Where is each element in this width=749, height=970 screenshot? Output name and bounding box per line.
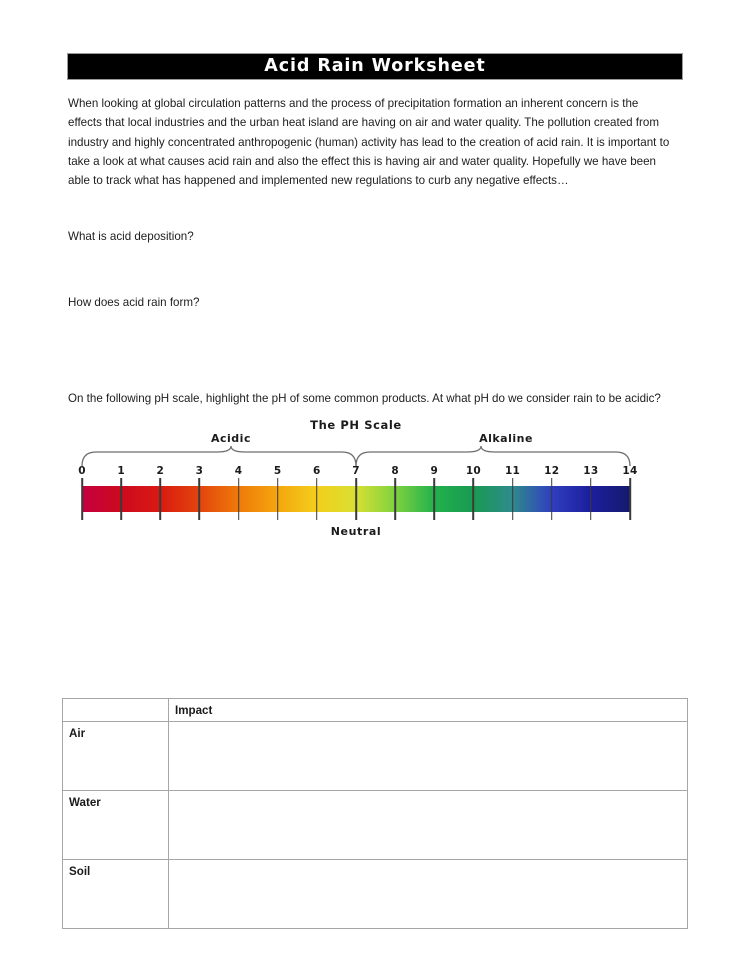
ph-tick-mark-5 xyxy=(277,478,279,520)
ph-tick-mark-1 xyxy=(120,478,122,520)
question-ph-scale: On the following pH scale, highlight the pH of some common products. At what pH do we consider rain to be acidic? xyxy=(68,392,661,405)
alkaline-brace-icon xyxy=(356,446,630,466)
acidic-brace-icon xyxy=(82,446,356,466)
ph-tick-mark-14 xyxy=(629,478,631,520)
ph-tick-mark-0 xyxy=(81,478,83,520)
ph-tick-mark-9 xyxy=(433,478,435,520)
ph-tick-mark-2 xyxy=(159,478,161,520)
ph-tick-mark-6 xyxy=(316,478,318,520)
ph-bar-container xyxy=(66,478,646,522)
ph-tick-mark-8 xyxy=(394,478,396,520)
ph-tick-label-10: 10 xyxy=(465,465,482,477)
table-row xyxy=(63,791,688,860)
ph-tick-label-4: 4 xyxy=(234,465,243,477)
table-header-row xyxy=(63,699,688,722)
ph-tick-mark-13 xyxy=(590,478,592,520)
ph-alkaline-label: Alkaline xyxy=(479,432,533,445)
ph-tick-label-9: 9 xyxy=(430,465,439,477)
page-title: Acid Rain Worksheet xyxy=(264,55,486,76)
question-acid-rain-form: How does acid rain form? xyxy=(68,296,200,309)
ph-tick-label-5: 5 xyxy=(273,465,282,477)
ph-tick-label-13: 13 xyxy=(583,465,599,477)
ph-tick-label-11: 11 xyxy=(504,465,521,477)
ph-scale-figure xyxy=(66,418,646,548)
table-header-blank xyxy=(63,699,169,722)
table-row-label-air: Air xyxy=(63,722,169,791)
table-row-label-water: Water xyxy=(63,791,169,860)
table-row-impact-water[interactable] xyxy=(169,791,688,860)
table-header-impact: Impact xyxy=(169,699,688,722)
ph-tick-mark-11 xyxy=(512,478,514,520)
ph-tick-mark-3 xyxy=(199,478,201,520)
ph-tick-label-12: 12 xyxy=(544,465,560,477)
ph-tick-label-8: 8 xyxy=(391,465,399,477)
table-row xyxy=(63,722,688,791)
ph-tick-label-14: 14 xyxy=(622,465,638,477)
table-row-impact-soil[interactable] xyxy=(169,860,688,929)
ph-tick-label-0: 0 xyxy=(78,465,86,477)
table-body xyxy=(63,722,688,929)
ph-tick-label-6: 6 xyxy=(313,465,321,477)
ph-tick-mark-7 xyxy=(355,478,357,520)
table-row-label-soil: Soil xyxy=(63,860,169,929)
ph-tick-label-2: 2 xyxy=(156,465,165,477)
impact-table xyxy=(62,698,688,929)
ph-tick-mark-12 xyxy=(551,478,553,520)
question-acid-deposition: What is acid deposition? xyxy=(68,230,194,243)
ph-scale-title: The PH Scale xyxy=(310,418,402,432)
table-row xyxy=(63,860,688,929)
ph-tick-mark-4 xyxy=(238,478,240,520)
intro-paragraph: When looking at global circulation patterns and the process of precipitation formation an inherent concern is the effects that local industries and the urban heat island are having on air and water quality. The pollution created from industry and highly concentrated anthropogenic (human) activity has lead to the creation of acid rain. It is important to take a look at what causes acid rain and also the effect this is having air and water quality. Hopefully we have been able to track what has happened and implemented new regulations to curb any negative effects… xyxy=(68,97,670,188)
ph-tick-label-7: 7 xyxy=(352,465,360,477)
ph-tick-label-1: 1 xyxy=(117,465,125,477)
ph-neutral-label: Neutral xyxy=(330,525,382,538)
table-row-impact-air[interactable] xyxy=(169,722,688,791)
ph-tick-label-3: 3 xyxy=(195,465,204,477)
ph-acidic-label: Acidic xyxy=(211,432,251,445)
page-title-banner xyxy=(67,53,683,80)
ph-tick-mark-10 xyxy=(473,478,475,520)
